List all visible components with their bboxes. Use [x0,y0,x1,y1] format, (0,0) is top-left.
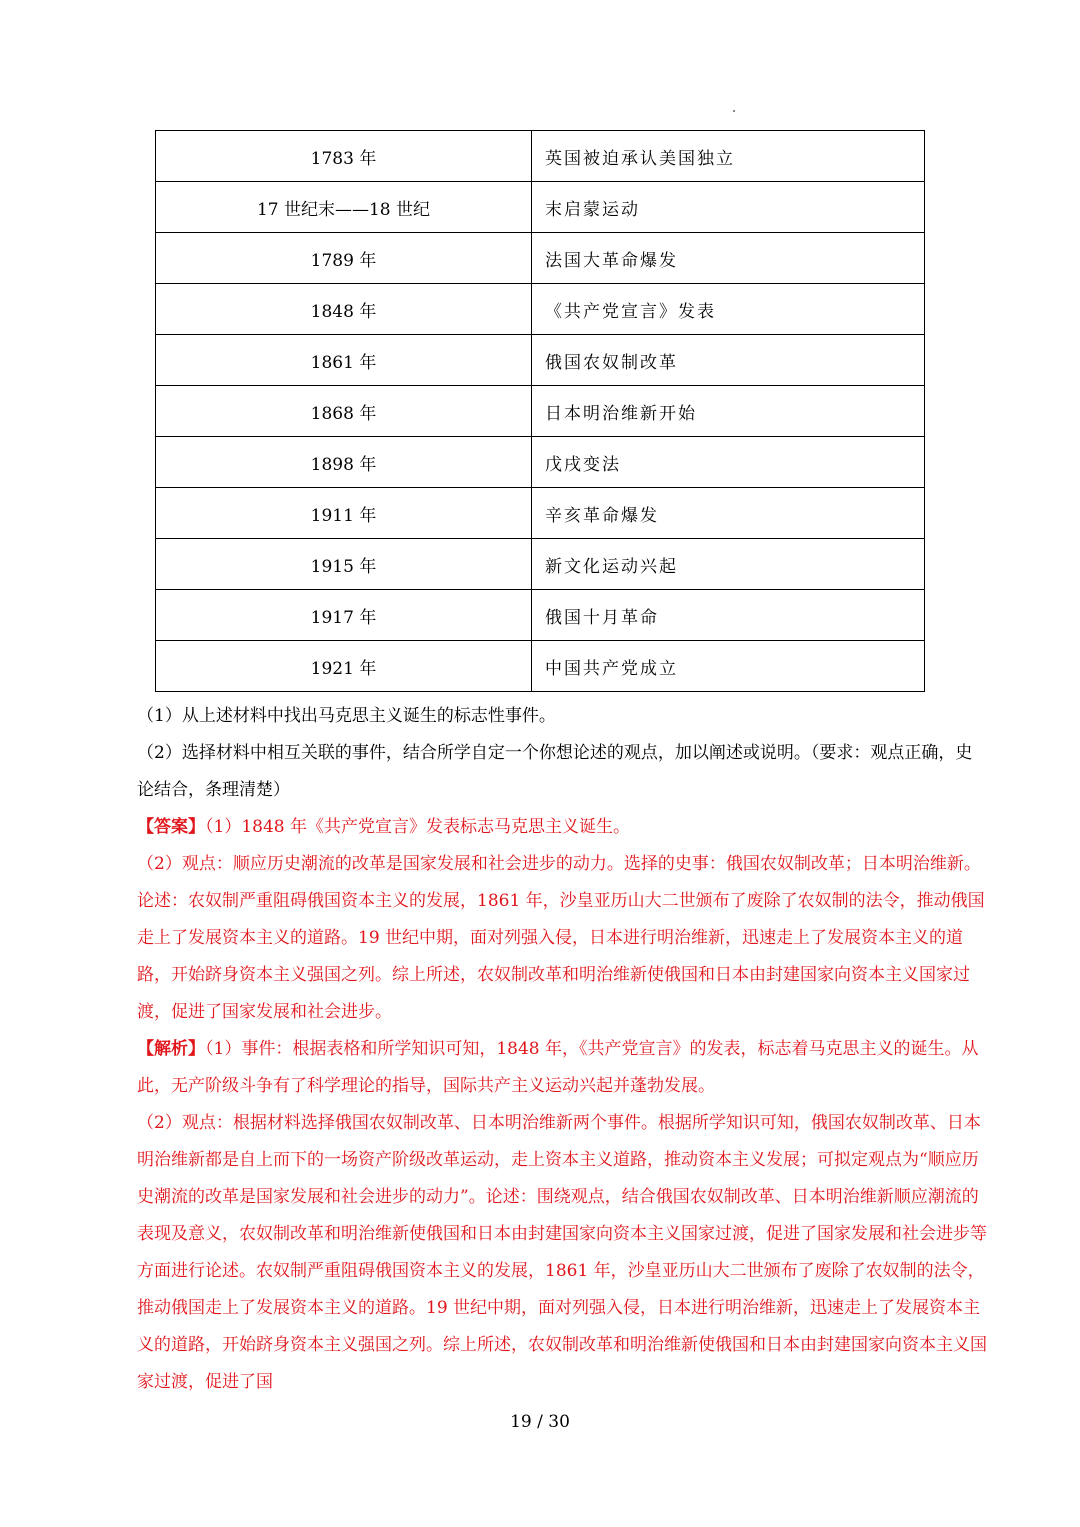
answer-part-1 [137,809,987,846]
year-cell: 1917 年 [156,590,532,641]
table-row [156,488,925,539]
analysis-part-1-text: （1）事件：根据表格和所学知识可知，1848 年，《共产党宣言》的发表，标志着马克思主义的诞生。从此，无产阶级斗争有了科学理论的指导，国际共产主义运动兴起并蓬勃发展。 [137,1039,979,1096]
event-cell: 末启蒙运动 [532,182,925,233]
answer-part-1-text: （1）1848 年《共产党宣言》发表标志马克思主义诞生。 [205,817,630,837]
table-row [156,539,925,590]
analysis-label: 【解析】 [137,1039,205,1059]
analysis-part-1 [137,1031,987,1105]
answer-part-2: （2）观点：顺应历史潮流的改革是国家发展和社会进步的动力。选择的史事：俄国农奴制改革；日本明治维新。论述：农奴制严重阻碍俄国资本主义的发展，1861 年，沙皇亚历山大二世颁布了废除了农奴制的法令，推动俄国走上了发展资本主义的道路。19 世纪中期，面对列强入侵，日本进行明治维新，迅速走上了发展资本主义的道路，开始跻身资本主义强国之列。综上所述，农奴制改革和明治维新使俄国和日本由封建国家向资本主义国家过渡，促进了国家发展和社会进步。 [137,854,985,1022]
year-cell: 1915 年 [156,539,532,590]
event-cell: 俄国十月革命 [532,590,925,641]
event-cell: 俄国农奴制改革 [532,335,925,386]
year-cell: 1921 年 [156,641,532,692]
page-number: 19 / 30 [510,1412,570,1432]
table-row [156,182,925,233]
question-1: （1）从上述材料中找出马克思主义诞生的标志性事件。 [137,706,556,726]
table-row [156,284,925,335]
events-table [155,130,925,692]
event-cell: 英国被迫承认美国独立 [532,131,925,182]
table-row [156,233,925,284]
year-cell: 1911 年 [156,488,532,539]
event-cell: 中国共产党成立 [532,641,925,692]
year-cell: 1861 年 [156,335,532,386]
table-row [156,437,925,488]
year-cell: 1898 年 [156,437,532,488]
table-row [156,335,925,386]
answer-label: 【答案】 [137,817,205,837]
analysis-part-2: （2）观点：根据材料选择俄国农奴制改革、日本明治维新两个事件。根据所学知识可知，俄国农奴制改革、日本明治维新都是自上而下的一场资产阶级改革运动，走上资本主义道路，推动资本主义发展；可拟定观点为“顺应历史潮流的改革是国家发展和社会进步的动力”。论述：围绕观点，结合俄国农奴制改革、日本明治维新顺应潮流的表现及意义，农奴制改革和明治维新使俄国和日本由封建国家向资本主义国家过渡，促进了国家发展和社会进步等方面进行论述。农奴制严重阻碍俄国资本主义的发展，1861 年，沙皇亚历山大二世颁布了废除了农奴制的法令，推动俄国走上了发展资本主义的道路。19 世纪中期，面对列强入侵，日本进行明治维新，迅速走上了发展资本主义的道路，开始跻身资本主义强国之列。综上所述，农奴制改革和明治维新使俄国和日本由封建国家向资本主义国家过渡，促进了国 [137,1113,987,1392]
table-row [156,641,925,692]
event-cell: 法国大革命爆发 [532,233,925,284]
event-cell: 新文化运动兴起 [532,539,925,590]
table-row [156,386,925,437]
page-mark [733,110,735,112]
year-cell: 1848 年 [156,284,532,335]
event-cell: 辛亥革命爆发 [532,488,925,539]
table-row [156,590,925,641]
year-cell: 1868 年 [156,386,532,437]
year-cell: 1789 年 [156,233,532,284]
event-cell: 《共产党宣言》发表 [532,284,925,335]
table-row [156,131,925,182]
question-2: （2）选择材料中相互关联的事件，结合所学自定一个你想论述的观点，加以阐述或说明。（要求：观点正确，史论结合，条理清楚） [137,743,973,800]
event-cell: 日本明治维新开始 [532,386,925,437]
year-cell: 17 世纪末——18 世纪 [156,182,532,233]
events-table-body [156,131,925,692]
event-cell: 戊戌变法 [532,437,925,488]
year-cell: 1783 年 [156,131,532,182]
